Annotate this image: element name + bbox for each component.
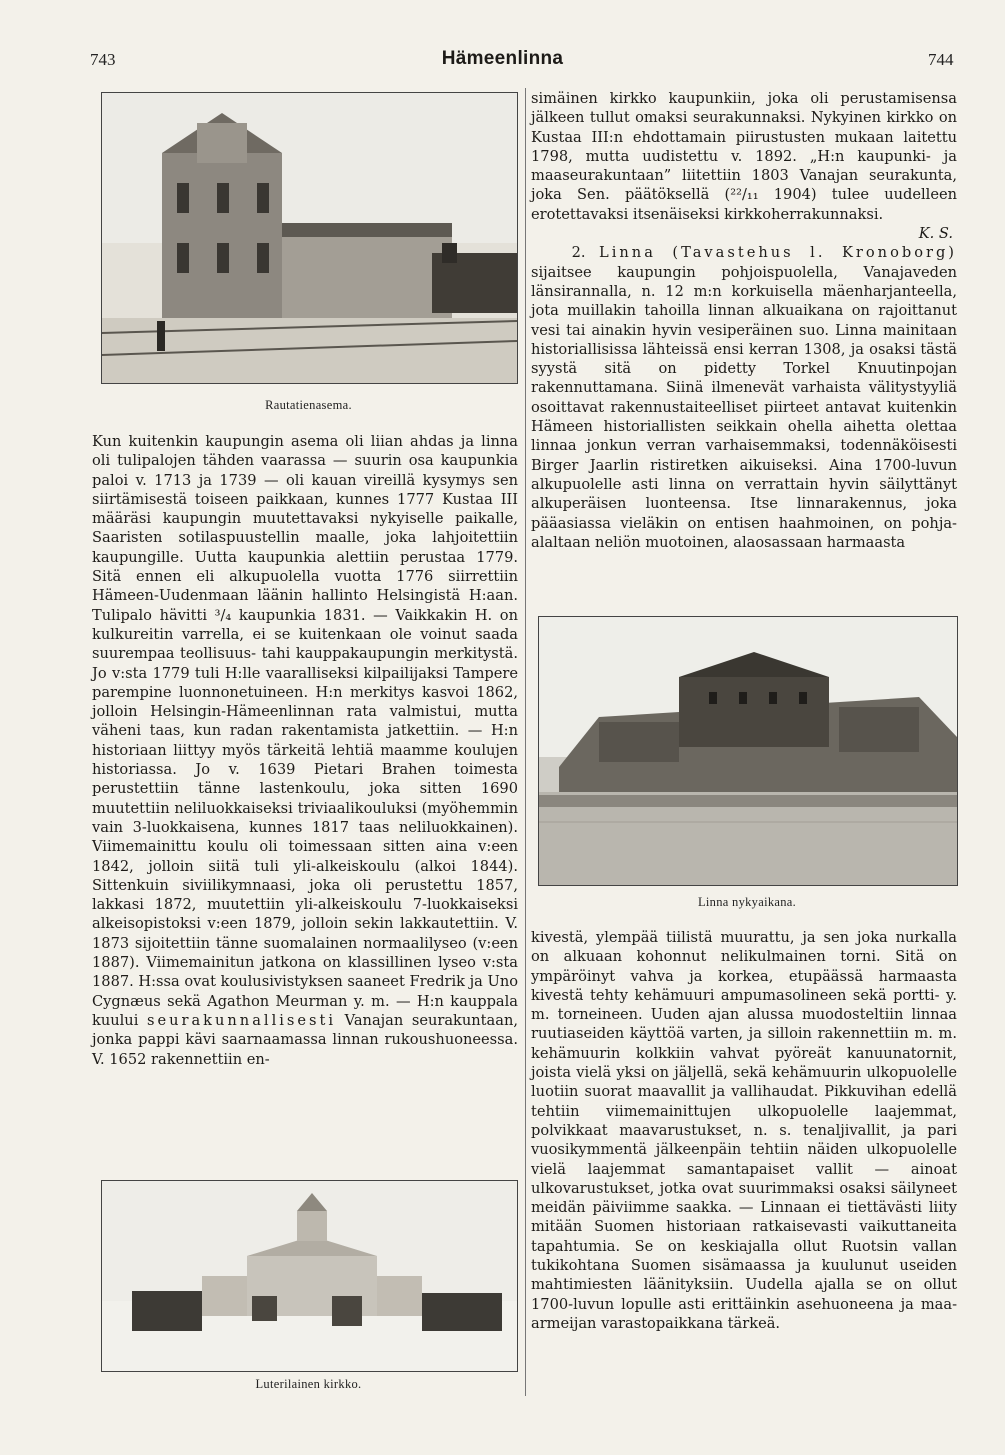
left-text: Kun kuitenkin kaupungin asema oli liian ahdas ja linna oli tulipalojen tähden vaarassa — suurin osa kaupunkia paloi v. 1713 ja 1739 — oli kauan vireillä kysymys sen siirtämisestä toiseen paikkaan, kunnes 1777 Kustaa III määräsi kaupungin muutettavaksi nykyiselle paikalle, Saaristen sotilaspuustellin maalle, joka lahjoitettiin kaupungille. Uutta kaupunkia alettiin perustaa 1779. Sitä ennen eli alkupuolella vuotta 1776 siirrettiin Hämeen-Uudenmaan läänin hallinto Helsingistä H:aan. Tulipalo hävitti ³/₄ kaupunkia 1831. — Vaikkakin H. on kulkureitin varrella, ei se kuitenkaan ole voinut saada suurempaa teollisuus- tahi kauppakaupungin merkitystä. Jo v:sta 1779 tuli H:lle vaaralliseksi kilpailijaksi Tampere parempine luonnonetuineen. H:n merkitys kasvoi 1862, jolloin Helsingin-Hämeenlinnan rata valmistui, mutta väheni taas, kun radan rakentamista jatkettiin. — H:n historiaan liittyy myös tärkeitä lehtiä maamme koulujen historiassa. Jo v. 1639 Pietari Brahen toimesta perustettiin tänne lastenkoulu, joka sitten 1690 muutettiin neliluokkaiseksi triviaalikouluksi (myöhemmin vain 3-luokkaisena, kunnes 1817 taas neliluokkainen). Viimemainittu koulu oli toimessaan sitten aina v:een 1842, jolloin siitä tuli yli-alkeiskoulu (alkoi 1844). Sittenkuin siviilikymnaasi, joka oli perustettu 1857, lakkasi 1872, muutettiin yli-alkeiskoulu 7-luokkaiseksi alkeisopistoksi v:een 1879, jolloin sekin lakkautettiin. V. 1873 sijoitettiin tänne suomalainen normaalilyseo (v:een 1887). Viimemainitun jatkona on klassillinen lyseo v:sta 1887. H:ssa ovat koulusivistyksen saaneet Fredrik ja Uno Cygnæus sekä Agathon Meurman y. m. — H:n kauppala kuului [92,433,519,1029]
section-number: 2. [571,244,586,262]
page-header [0,48,1005,78]
column-divider [525,88,526,1396]
left-spaced-word: seurakunnallisesti [146,1011,337,1029]
castle-photo [538,616,958,886]
right-column-upper-text [531,89,957,552]
right-column-lower-text [531,928,957,1333]
section-heading: Linna (Tavastehus l. Kronoborg) [599,244,957,262]
author-signature: K. S. [918,225,953,243]
page-number-left: 743 [90,50,116,69]
left-column-text [92,432,518,1069]
right-paragraph-1: simäinen kirkko kaupunkiin, joka oli perustamisensa jälkeen tullut omaksi seurakunnaksi. Nykyinen kirkko on Kustaa III:n ehdottamain piirustusten mukaan laitettu 1798, mutta uudistettu v. 1892. „H:n kaupunki- ja maaseurakuntaan” liitettiin 1803 Vanajan seurakunta, joka Sen. päätöksellä (²²/₁₁ 1904) tulee uudelleen erotettavaksi itsenäiseksi kirkkoherrakunnaksi. [531,90,957,223]
right-paragraph-2 [531,243,957,552]
page-title: Hämeenlinna [441,48,564,69]
station-photo [101,92,518,384]
church-photo [101,1180,518,1372]
section-text: sijaitsee kaupungin pohjoispuolella, Vanajaveden länsirannalla, n. 12 m:n korkuisella mäenharjanteella, jota muillakin tahoilla linnan alkuaikana on rajoittanut vesi tai ainakin hyvin vesiperäinen suo. Linna mainitaan historiallisissa lähteissä ensi kerran 1308, ja osaksi tästä syystä sitä on pidetty Torkel Knuutinpojan rakennuttamana. Siinä ilmenevät varhaista välitystyyliä osoittavat rakennustaiteelliset piirteet antavat kuitenkin Hämeen historiallisten seikkain ohella aihetta olettaa linnaa jonkun verran varhaisemmaksi, todennäköisesti Birger Jaarlin ristiretken aikuiseksi. Aina 1700-luvun alkupuolelle asti linna on verrattain hyvin säilyttänyt alkuperäisen luonteensa. Itse linnarakennus, joka pääasiassa vieläkin on entisen haahmoinen, on pohja-alaltaan neliön muotoinen, alaosassaan harmaasta [531,263,957,551]
right-paragraph-3: kivestä, ylempää tiilistä muurattu, ja sen joka nurkalla on alkuaan kohonnut nelikulmainen torni. Sitä on ympäröinyt vahva ja korkea, etupäässä harmaasta kivestä tehty kehämuuri ampumasolineen sekä portti- y. m. torneineen. Uuden ajan alussa muodosteltiin linnaa ruutiaseiden käyttöä varten, ja silloin rakennettiin m. m. kehämuurin kolkkiin vahvat pyöreät kanuunatornit, joista vielä yksi on jäljellä, sekä kehämuurin ulkopuolelle luotiin suorat maavallit ja vallihaudat. Pikkuvihan edellä tehtiin viimemainittujen ulkopuolelle laajemmat, polvikkaat maavarustukset, n. s. tenaljivallit, ja pari vuosikymmentä jälkeenpäin tehtiin näiden ulkopuolelle vielä laajemmat samantapaiset vallit — ainoat ulkovarustukset, jotka ovat suurimmaksi osaksi säilyneet meidän päiviimme saakka. — Linnaan ei tiettävästi liity mitään Suomen historiaan ratkaisevasti vaikuttaneita tapahtumia. Se on keskiajalla ollut Ruotsin vallan tukikohtana Suomen sisämaassa ja kuulunut useiden mahtimiesten läänityksiin. Uudella ajalla se on ollut 1700-luvun lopulle asti erittäinkin asehuoneena ja maa-armeijan varastopaikkana tärkeä. [531,929,957,1332]
left-text-end: Vanajan seurakuntaan, jonka pappi kävi saarnaamassa linnan rukoushuoneessa. V. 1652 rakennettiin en- [92,1011,518,1068]
station-caption: Rautatienasema. [265,398,352,412]
page-number-right: 744 [928,50,954,69]
church-caption: Luterilainen kirkko. [255,1377,362,1391]
castle-caption: Linna nykyaikana. [697,895,797,909]
left-paragraph [92,432,518,1069]
